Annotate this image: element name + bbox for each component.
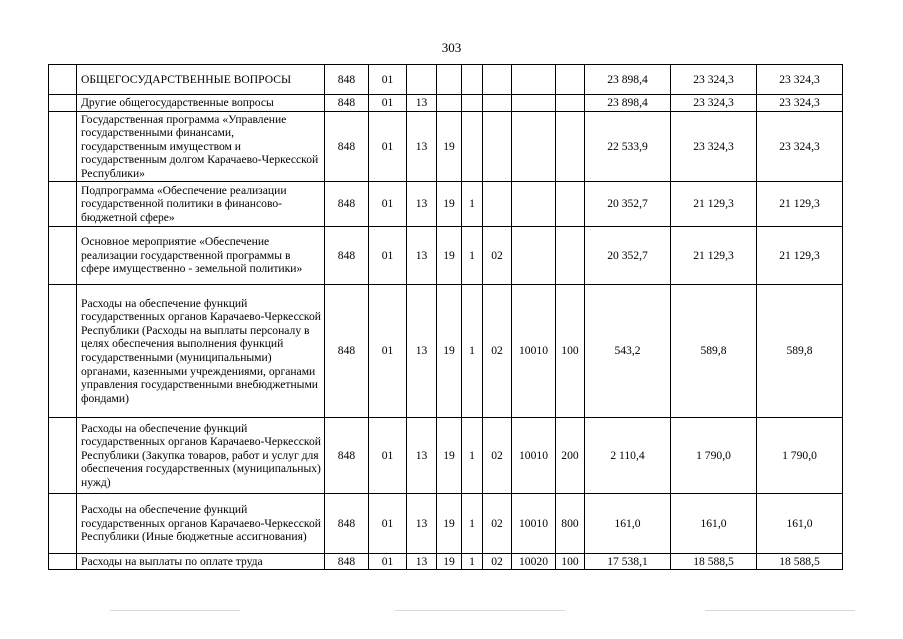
amount-cell-2: 23 324,3 (671, 112, 757, 182)
direction-cell (512, 112, 556, 182)
table-row (49, 65, 843, 95)
blank-cell (49, 112, 77, 182)
section-cell: 01 (369, 554, 407, 570)
subprogram-cell: 1 (462, 182, 483, 227)
subsection-cell: 13 (407, 285, 437, 418)
subsection-cell: 13 (407, 554, 437, 570)
blank-cell (49, 227, 77, 285)
program-cell (437, 95, 462, 112)
amount-cell-1: 2 110,4 (585, 418, 671, 494)
direction-cell (512, 182, 556, 227)
amount-cell-3: 161,0 (757, 494, 843, 554)
expense-type-cell: 800 (556, 494, 585, 554)
amount-cell-1: 23 898,4 (585, 95, 671, 112)
program-cell: 19 (437, 285, 462, 418)
program-cell: 19 (437, 418, 462, 494)
page-number: 303 (441, 40, 462, 55)
expense-name-cell: Расходы на обеспечение функций государственных органов Карачаево-Черкесской Республики (Закупка товаров, работ и услуг для обеспечения государственных (муниципальных) нужд) (77, 418, 325, 494)
program-cell (437, 65, 462, 95)
scan-edge-line-right (705, 610, 855, 611)
subprogram-cell: 1 (462, 227, 483, 285)
amount-cell-3: 21 129,3 (757, 227, 843, 285)
amount-cell-2: 21 129,3 (671, 227, 757, 285)
event-cell: 02 (483, 227, 512, 285)
expense-name-cell: Государственная программа «Управление государственными финансами, государственным имуществом и государственным долгом Карачаево-Черкесской Республики» (77, 112, 325, 182)
subprogram-cell: 1 (462, 554, 483, 570)
scan-edge-line-center (395, 610, 565, 611)
direction-cell: 10010 (512, 285, 556, 418)
amount-cell-3: 18 588,5 (757, 554, 843, 570)
expense-type-cell (556, 65, 585, 95)
code-cell: 848 (325, 65, 369, 95)
event-cell: 02 (483, 418, 512, 494)
expense-name-cell: Подпрограмма «Обеспечение реализации государственной политики в финансово-бюджетной сфере» (77, 182, 325, 227)
expense-name-cell: Другие общегосударственные вопросы (77, 95, 325, 112)
subsection-cell: 13 (407, 418, 437, 494)
scan-edge-line-left (110, 610, 240, 611)
table-row (49, 227, 843, 285)
amount-cell-2: 21 129,3 (671, 182, 757, 227)
direction-cell (512, 65, 556, 95)
code-cell: 848 (325, 227, 369, 285)
section-cell: 01 (369, 227, 407, 285)
amount-cell-3: 23 324,3 (757, 65, 843, 95)
amount-cell-2: 589,8 (671, 285, 757, 418)
section-cell: 01 (369, 418, 407, 494)
expense-name-cell: Расходы на обеспечение функций государственных органов Карачаево-Черкесской Республики (Иные бюджетные ассигнования) (77, 494, 325, 554)
expense-name-cell: Расходы на обеспечение функций государственных органов Карачаево-Черкесской Республики (Расходы на выплаты персоналу в целях обеспечения выполнения функций государственными (муниципальными) органами, казенными учреждениями, органами управления государственными внебюджетными фондами) (77, 285, 325, 418)
amount-cell-2: 161,0 (671, 494, 757, 554)
program-cell: 19 (437, 112, 462, 182)
amount-cell-2: 1 790,0 (671, 418, 757, 494)
subsection-cell: 13 (407, 227, 437, 285)
blank-cell (49, 95, 77, 112)
budget-table (48, 64, 843, 570)
amount-cell-1: 161,0 (585, 494, 671, 554)
code-cell: 848 (325, 494, 369, 554)
program-cell: 19 (437, 554, 462, 570)
amount-cell-1: 17 538,1 (585, 554, 671, 570)
table-row (49, 112, 843, 182)
expense-name-cell: ОБЩЕГОСУДАРСТВЕННЫЕ ВОПРОСЫ (77, 65, 325, 95)
blank-cell (49, 182, 77, 227)
code-cell: 848 (325, 418, 369, 494)
program-cell: 19 (437, 494, 462, 554)
direction-cell: 10020 (512, 554, 556, 570)
amount-cell-3: 21 129,3 (757, 182, 843, 227)
code-cell: 848 (325, 112, 369, 182)
event-cell: 02 (483, 285, 512, 418)
subsection-cell (407, 65, 437, 95)
direction-cell: 10010 (512, 418, 556, 494)
subsection-cell: 13 (407, 95, 437, 112)
blank-cell (49, 494, 77, 554)
blank-cell (49, 285, 77, 418)
table-row (49, 95, 843, 112)
event-cell: 02 (483, 554, 512, 570)
event-cell (483, 182, 512, 227)
amount-cell-1: 20 352,7 (585, 182, 671, 227)
direction-cell (512, 95, 556, 112)
amount-cell-3: 23 324,3 (757, 95, 843, 112)
amount-cell-2: 18 588,5 (671, 554, 757, 570)
blank-cell (49, 554, 77, 570)
amount-cell-2: 23 324,3 (671, 65, 757, 95)
code-cell: 848 (325, 182, 369, 227)
amount-cell-3: 589,8 (757, 285, 843, 418)
subprogram-cell (462, 112, 483, 182)
amount-cell-2: 23 324,3 (671, 95, 757, 112)
subsection-cell: 13 (407, 182, 437, 227)
expense-type-cell (556, 112, 585, 182)
direction-cell: 10010 (512, 494, 556, 554)
table-row (49, 554, 843, 570)
event-cell (483, 65, 512, 95)
section-cell: 01 (369, 494, 407, 554)
expense-type-cell (556, 182, 585, 227)
section-cell: 01 (369, 65, 407, 95)
subprogram-cell (462, 65, 483, 95)
blank-cell (49, 418, 77, 494)
table-row (49, 182, 843, 227)
subprogram-cell: 1 (462, 285, 483, 418)
event-cell (483, 95, 512, 112)
event-cell (483, 112, 512, 182)
amount-cell-1: 22 533,9 (585, 112, 671, 182)
amount-cell-1: 543,2 (585, 285, 671, 418)
expense-name-cell: Расходы на выплаты по оплате труда (77, 554, 325, 570)
amount-cell-1: 20 352,7 (585, 227, 671, 285)
table-row (49, 494, 843, 554)
event-cell: 02 (483, 494, 512, 554)
subsection-cell: 13 (407, 494, 437, 554)
code-cell: 848 (325, 95, 369, 112)
direction-cell (512, 227, 556, 285)
amount-cell-3: 23 324,3 (757, 112, 843, 182)
program-cell: 19 (437, 227, 462, 285)
section-cell: 01 (369, 95, 407, 112)
code-cell: 848 (325, 554, 369, 570)
section-cell: 01 (369, 182, 407, 227)
expense-type-cell: 100 (556, 285, 585, 418)
section-cell: 01 (369, 285, 407, 418)
subprogram-cell: 1 (462, 494, 483, 554)
expense-type-cell (556, 95, 585, 112)
code-cell: 848 (325, 285, 369, 418)
subprogram-cell: 1 (462, 418, 483, 494)
amount-cell-3: 1 790,0 (757, 418, 843, 494)
expense-type-cell: 100 (556, 554, 585, 570)
table-row (49, 285, 843, 418)
expense-type-cell (556, 227, 585, 285)
section-cell: 01 (369, 112, 407, 182)
subprogram-cell (462, 95, 483, 112)
subsection-cell: 13 (407, 112, 437, 182)
blank-cell (49, 65, 77, 95)
expense-name-cell: Основное мероприятие «Обеспечение реализации государственной программы в сфере имущественно - земельной политики» (77, 227, 325, 285)
amount-cell-1: 23 898,4 (585, 65, 671, 95)
program-cell: 19 (437, 182, 462, 227)
expense-type-cell: 200 (556, 418, 585, 494)
table-row (49, 418, 843, 494)
